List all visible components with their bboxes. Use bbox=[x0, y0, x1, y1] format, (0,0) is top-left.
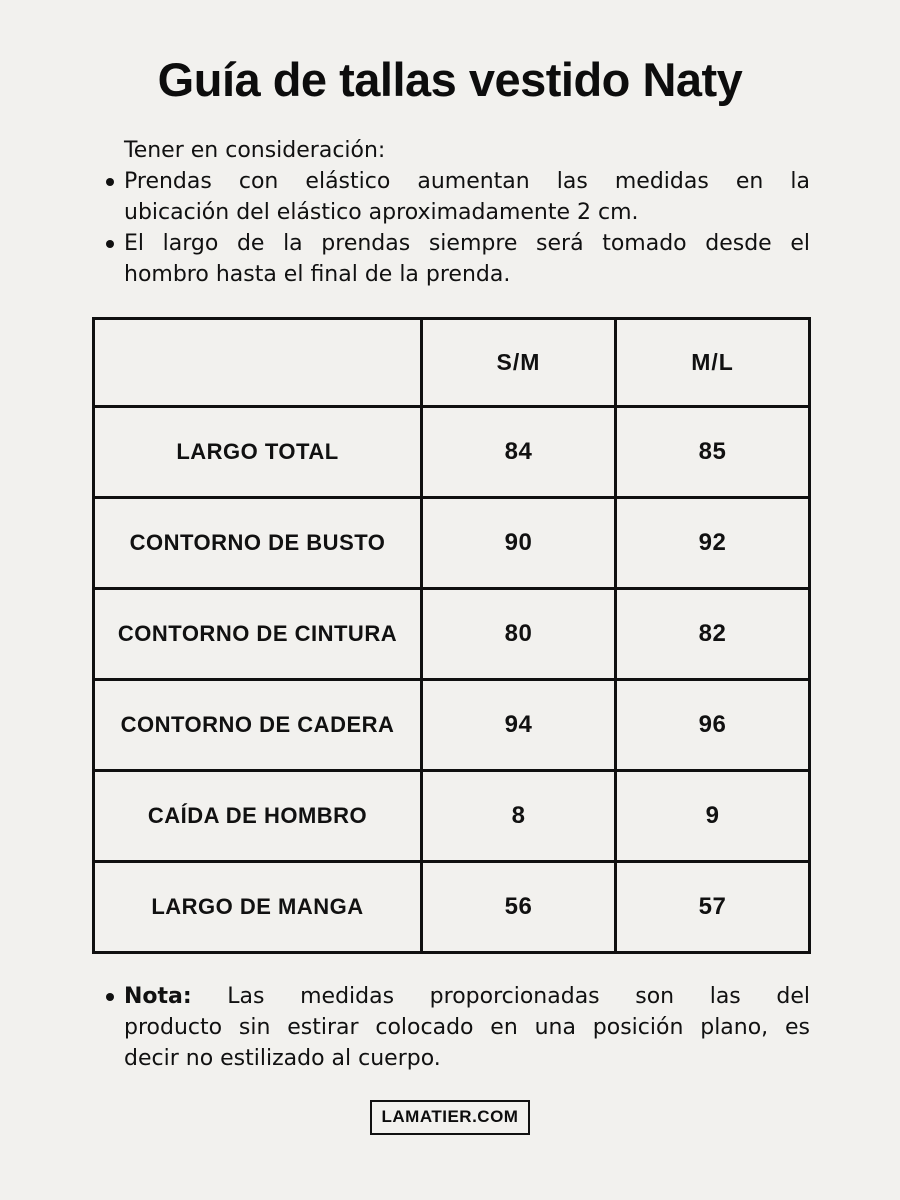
table-row bbox=[94, 679, 810, 770]
measure-value-ml: 96 bbox=[616, 679, 810, 770]
consideration-line: El largo de la prendas siempre será tomado desde el bbox=[124, 230, 810, 256]
bullet-dot-icon bbox=[106, 178, 114, 186]
measure-value-ml: 9 bbox=[616, 770, 810, 861]
consideration-text bbox=[124, 228, 810, 290]
note-line: producto sin estirar colocado en una posición plano, es bbox=[124, 1014, 810, 1040]
page-title: Guía de tallas vestido Naty bbox=[157, 53, 743, 106]
measure-value-ml: 85 bbox=[616, 406, 810, 497]
considerations-section bbox=[106, 135, 810, 290]
note-line: decir no estilizado al cuerpo. bbox=[124, 1045, 441, 1071]
table-header-row bbox=[94, 318, 810, 406]
table-row bbox=[94, 770, 810, 861]
measure-value-sm: 90 bbox=[422, 497, 616, 588]
size-table bbox=[92, 317, 811, 954]
measure-label: CONTORNO DE BUSTO bbox=[94, 497, 422, 588]
consideration-item bbox=[106, 228, 810, 290]
consideration-line: hombro hasta el final de la prenda. bbox=[124, 261, 511, 287]
measure-value-sm: 56 bbox=[422, 861, 616, 952]
footer bbox=[0, 1100, 900, 1135]
consideration-item bbox=[106, 166, 810, 228]
measure-value-sm: 8 bbox=[422, 770, 616, 861]
bullet-dot-icon bbox=[106, 993, 114, 1001]
table-row bbox=[94, 406, 810, 497]
measure-value-sm: 94 bbox=[422, 679, 616, 770]
note-section bbox=[106, 981, 810, 1074]
measure-label: CONTORNO DE CADERA bbox=[94, 679, 422, 770]
header-size-sm: S/M bbox=[422, 318, 616, 406]
measure-label: LARGO TOTAL bbox=[94, 406, 422, 497]
considerations-heading: Tener en consideración: bbox=[124, 137, 386, 163]
measure-label: CONTORNO DE CINTURA bbox=[94, 588, 422, 679]
measure-value-ml: 92 bbox=[616, 497, 810, 588]
measure-value-ml: 82 bbox=[616, 588, 810, 679]
consideration-line: Prendas con elástico aumentan las medidas en la bbox=[124, 168, 810, 194]
measure-value-sm: 84 bbox=[422, 406, 616, 497]
consideration-line: ubicación del elástico aproximadamente 2 cm. bbox=[124, 199, 639, 225]
note-line-text: Las medidas proporcionadas son las del bbox=[227, 983, 810, 1009]
table-row bbox=[94, 497, 810, 588]
table-row bbox=[94, 588, 810, 679]
note-line bbox=[124, 981, 810, 1012]
note-label: Nota: bbox=[124, 983, 192, 1009]
header-size-ml: M/L bbox=[616, 318, 810, 406]
brand-badge: LAMATIER.COM bbox=[370, 1100, 531, 1135]
consideration-text bbox=[124, 166, 810, 228]
note-text bbox=[124, 981, 810, 1074]
header-empty-cell bbox=[94, 318, 422, 406]
measure-label: LARGO DE MANGA bbox=[94, 861, 422, 952]
bullet-dot-icon bbox=[106, 240, 114, 248]
measure-label: CAÍDA DE HOMBRO bbox=[94, 770, 422, 861]
table-row bbox=[94, 861, 810, 952]
measure-value-sm: 80 bbox=[422, 588, 616, 679]
measure-value-ml: 57 bbox=[616, 861, 810, 952]
